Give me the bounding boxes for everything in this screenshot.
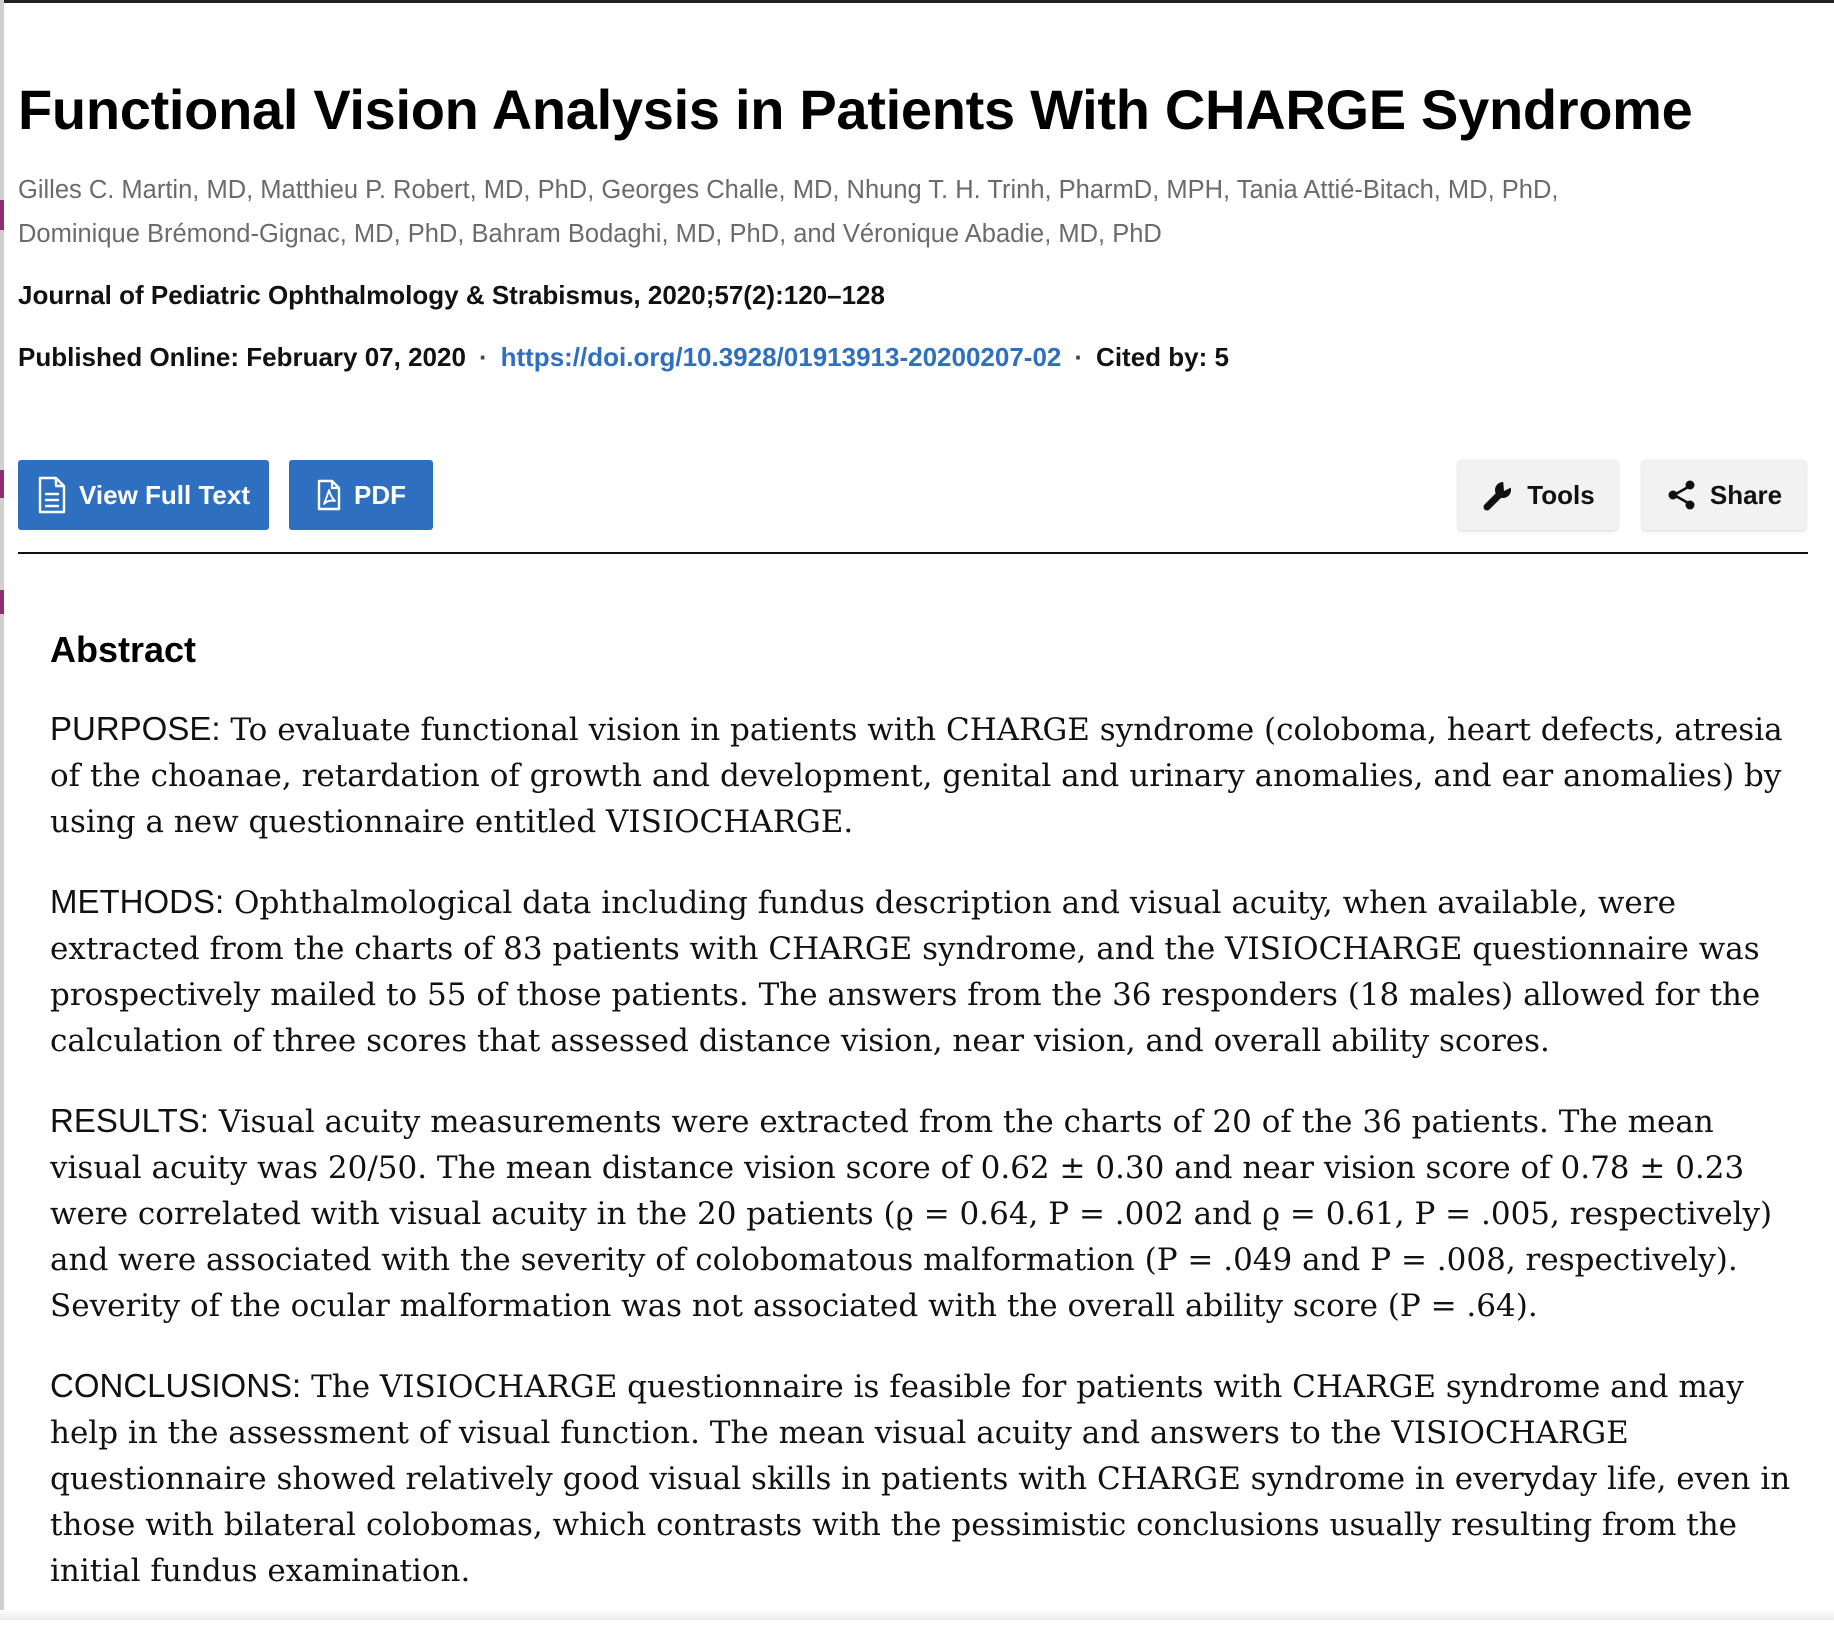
left-marker (0, 200, 4, 230)
conclusions-text: The VISIOCHARGE questionnaire is feasible for patients with CHARGE syndrome and may help in the assessment of visual function. The mean visual acuity and answers to the VISIOCHARGE questionnaire showed relatively good visual skills in patients with CHARGE syndrome in everyday life, even in those with bilateral colobomas, which contrasts with the pessimistic conclusions usually resulting from the initial fundus examination. (50, 1369, 1791, 1589)
conclusions-label: CONCLUSIONS: (50, 1367, 302, 1404)
author-line: Gilles C. Martin, MD, Matthieu P. Robert, MD, PhD, Georges Challe, MD, Nhung T. H. Trinh, PharmD, MPH, Tania Attié-Bitach, MD, PhD, (18, 176, 1559, 204)
article-header (18, 70, 1808, 378)
abstract-heading: Abstract (50, 629, 197, 670)
left-marker (0, 470, 4, 498)
tools-label: Tools (1527, 479, 1595, 510)
doi-link[interactable]: https://doi.org/10.3928/01913913-20200207-02 (500, 342, 1062, 372)
purpose-label: PURPOSE: (50, 710, 221, 747)
pdf-label: PDF (354, 479, 406, 510)
journal-citation: Journal of Pediatric Ophthalmology & Strabismus, 2020;57(2):120–128 (18, 280, 885, 310)
left-border (0, 0, 4, 1620)
publication-meta (18, 336, 1808, 378)
abstract-results (50, 1098, 1810, 1329)
meta-separator: · (478, 342, 488, 372)
share-icon (1666, 479, 1698, 511)
tools-button[interactable] (1458, 460, 1618, 530)
pdf-button[interactable] (289, 460, 433, 530)
share-label: Share (1709, 479, 1783, 510)
wrench-icon (1481, 478, 1515, 512)
document-icon (37, 476, 67, 514)
article-actions (18, 460, 1808, 530)
abstract-purpose (50, 706, 1810, 845)
abstract-methods (50, 879, 1810, 1064)
left-marker (0, 590, 4, 614)
share-button[interactable] (1642, 460, 1806, 530)
author-line: Dominique Brémond-Gignac, MD, PhD, Bahram Bodaghi, MD, PhD, and Véronique Abadie, MD, PhD (18, 220, 1162, 248)
methods-label: METHODS: (50, 883, 225, 920)
abstract-conclusions (50, 1363, 1810, 1594)
published-date: Published Online: February 07, 2020 (18, 342, 466, 372)
methods-text: Ophthalmological data including fundus description and visual acuity, when available, were extracted from the charts of 83 patients with CHARGE syndrome, and the VISIOCHARGE questionnaire was prospectively mailed to 55 of those patients. The answers from the 36 responders (18 males) allowed for the calculation of three scores that assessed distance vision, near vision, and overall ability scores. (50, 885, 1761, 1059)
meta-separator: · (1074, 342, 1084, 372)
pdf-file-icon (316, 479, 342, 511)
results-text: Visual acuity measurements were extracted from the charts of 20 of the 36 patients. The mean visual acuity was 20/50. The mean distance vision score of 0.62 ± 0.30 and near vision score of 0.78 ± 0.23 were correlated with visual acuity in the 20 patients (ϱ = 0.64, P = .002 and ϱ = 0.61, P = .005, respectively) and were associated with the severity of colobomatous malformation (P = .049 and P = .008, respectively). Severity of the ocular malformation was not associated with the overall ability score (P = .64). (50, 1104, 1773, 1324)
author-list (18, 168, 1808, 256)
view-full-text-button[interactable] (18, 460, 269, 530)
bottom-shadow (0, 1610, 1834, 1620)
top-border (0, 0, 1834, 3)
section-divider (18, 552, 1808, 554)
abstract-section (50, 620, 1810, 1625)
article-title: Functional Vision Analysis in Patients With CHARGE Syndrome (18, 78, 1693, 141)
cited-by-count: Cited by: 5 (1096, 342, 1229, 372)
purpose-text: To evaluate functional vision in patients with CHARGE syndrome (coloboma, heart defects, atresia of the choanae, retardation of growth and development, genital and urinary anomalies, and ear anomalies) by using a new questionnaire entitled VISIOCHARGE. (50, 712, 1783, 840)
results-label: RESULTS: (50, 1102, 209, 1139)
view-full-text-label: View Full Text (79, 479, 250, 510)
